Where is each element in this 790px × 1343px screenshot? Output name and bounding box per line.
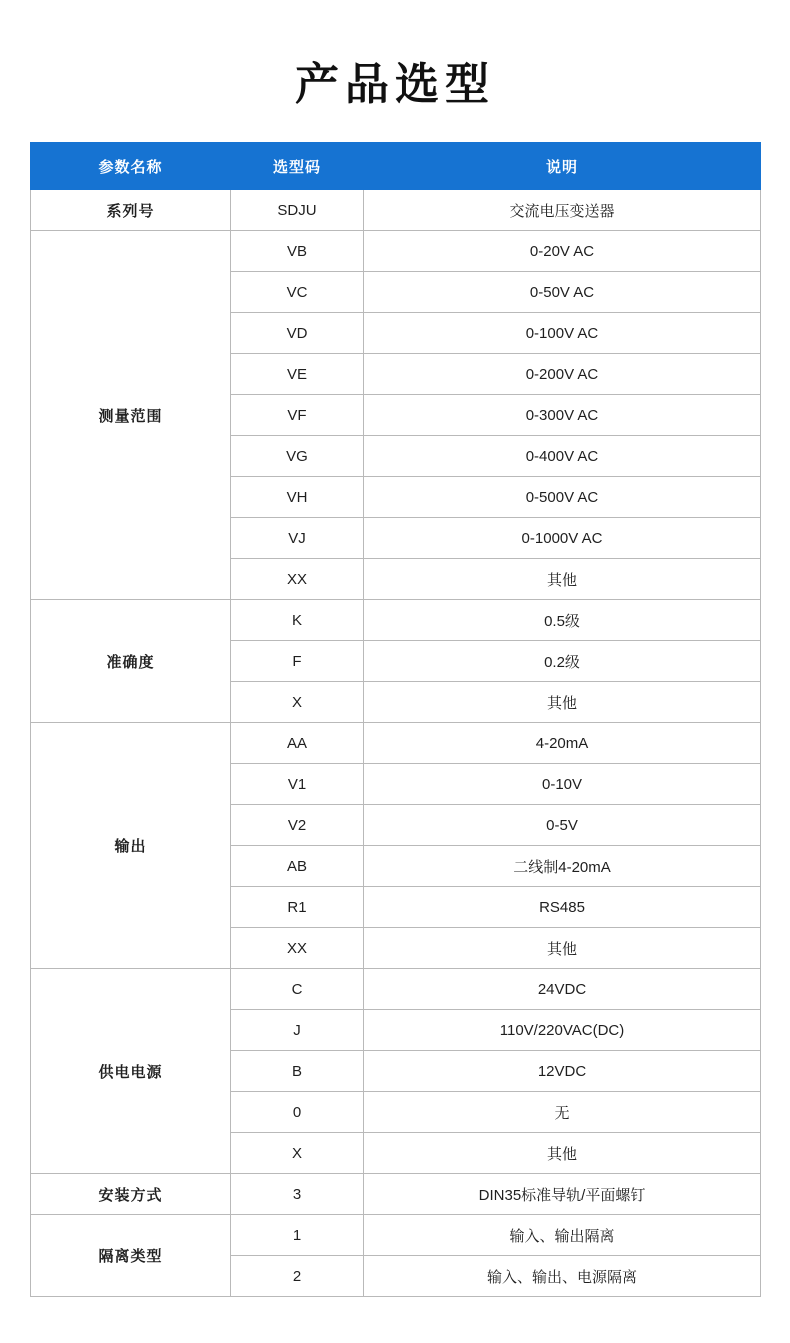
- selection-code-cell: VB: [231, 231, 364, 272]
- selection-code-cell: V2: [231, 805, 364, 846]
- selection-code-cell: XX: [231, 928, 364, 969]
- table-row: [31, 723, 761, 764]
- param-name-cell: 输出: [31, 723, 231, 969]
- description-cell: 0-200V AC: [364, 354, 761, 395]
- selection-code-cell: 1: [231, 1215, 364, 1256]
- description-cell: 0-50V AC: [364, 272, 761, 313]
- description-cell: 输入、输出隔离: [364, 1215, 761, 1256]
- param-name-cell: 隔离类型: [31, 1215, 231, 1297]
- param-name-cell: 供电电源: [31, 969, 231, 1174]
- column-header-description: 说明: [364, 143, 761, 190]
- selection-code-cell: B: [231, 1051, 364, 1092]
- description-cell: 0-1000V AC: [364, 518, 761, 559]
- selection-code-cell: VG: [231, 436, 364, 477]
- description-cell: 其他: [364, 1133, 761, 1174]
- description-cell: DIN35标准导轨/平面螺钉: [364, 1174, 761, 1215]
- selection-code-cell: K: [231, 600, 364, 641]
- table-body: [31, 190, 761, 1297]
- description-cell: 输入、输出、电源隔离: [364, 1256, 761, 1297]
- selection-code-cell: VF: [231, 395, 364, 436]
- description-cell: 12VDC: [364, 1051, 761, 1092]
- description-cell: 其他: [364, 559, 761, 600]
- selection-code-cell: SDJU: [231, 190, 364, 231]
- description-cell: RS485: [364, 887, 761, 928]
- description-cell: 110V/220VAC(DC): [364, 1010, 761, 1051]
- description-cell: 0-300V AC: [364, 395, 761, 436]
- selection-table-wrapper: [0, 142, 790, 1297]
- selection-code-cell: X: [231, 1133, 364, 1174]
- selection-code-cell: AA: [231, 723, 364, 764]
- selection-code-cell: VJ: [231, 518, 364, 559]
- description-cell: 0-20V AC: [364, 231, 761, 272]
- selection-code-cell: VC: [231, 272, 364, 313]
- table-row: [31, 190, 761, 231]
- column-header-selection-code: 选型码: [231, 143, 364, 190]
- selection-code-cell: 0: [231, 1092, 364, 1133]
- description-cell: 0-500V AC: [364, 477, 761, 518]
- column-header-param-name: 参数名称: [31, 143, 231, 190]
- selection-code-cell: R1: [231, 887, 364, 928]
- description-cell: 0-100V AC: [364, 313, 761, 354]
- description-cell: 其他: [364, 682, 761, 723]
- selection-code-cell: J: [231, 1010, 364, 1051]
- page-title: 产品选型: [295, 60, 495, 109]
- description-cell: 4-20mA: [364, 723, 761, 764]
- table-row: [31, 1215, 761, 1256]
- table-row: [31, 600, 761, 641]
- description-cell: 0-5V: [364, 805, 761, 846]
- product-selection-table: [30, 142, 761, 1297]
- description-cell: 24VDC: [364, 969, 761, 1010]
- selection-code-cell: VE: [231, 354, 364, 395]
- selection-code-cell: AB: [231, 846, 364, 887]
- selection-code-cell: VD: [231, 313, 364, 354]
- selection-code-cell: V1: [231, 764, 364, 805]
- selection-code-cell: C: [231, 969, 364, 1010]
- description-cell: 0.5级: [364, 600, 761, 641]
- selection-code-cell: VH: [231, 477, 364, 518]
- description-cell: 其他: [364, 928, 761, 969]
- param-name-cell: 系列号: [31, 190, 231, 231]
- description-cell: 无: [364, 1092, 761, 1133]
- param-name-cell: 测量范围: [31, 231, 231, 600]
- description-cell: 0.2级: [364, 641, 761, 682]
- param-name-cell: 准确度: [31, 600, 231, 723]
- description-cell: 0-10V: [364, 764, 761, 805]
- selection-code-cell: F: [231, 641, 364, 682]
- table-row: [31, 231, 761, 272]
- table-row: [31, 969, 761, 1010]
- table-header: [31, 143, 761, 190]
- param-name-cell: 安装方式: [31, 1174, 231, 1215]
- selection-code-cell: X: [231, 682, 364, 723]
- description-cell: 交流电压变送器: [364, 190, 761, 231]
- selection-code-cell: XX: [231, 559, 364, 600]
- selection-code-cell: 3: [231, 1174, 364, 1215]
- description-cell: 二线制4-20mA: [364, 846, 761, 887]
- table-header-row: [31, 143, 761, 190]
- description-cell: 0-400V AC: [364, 436, 761, 477]
- selection-code-cell: 2: [231, 1256, 364, 1297]
- table-row: [31, 1174, 761, 1215]
